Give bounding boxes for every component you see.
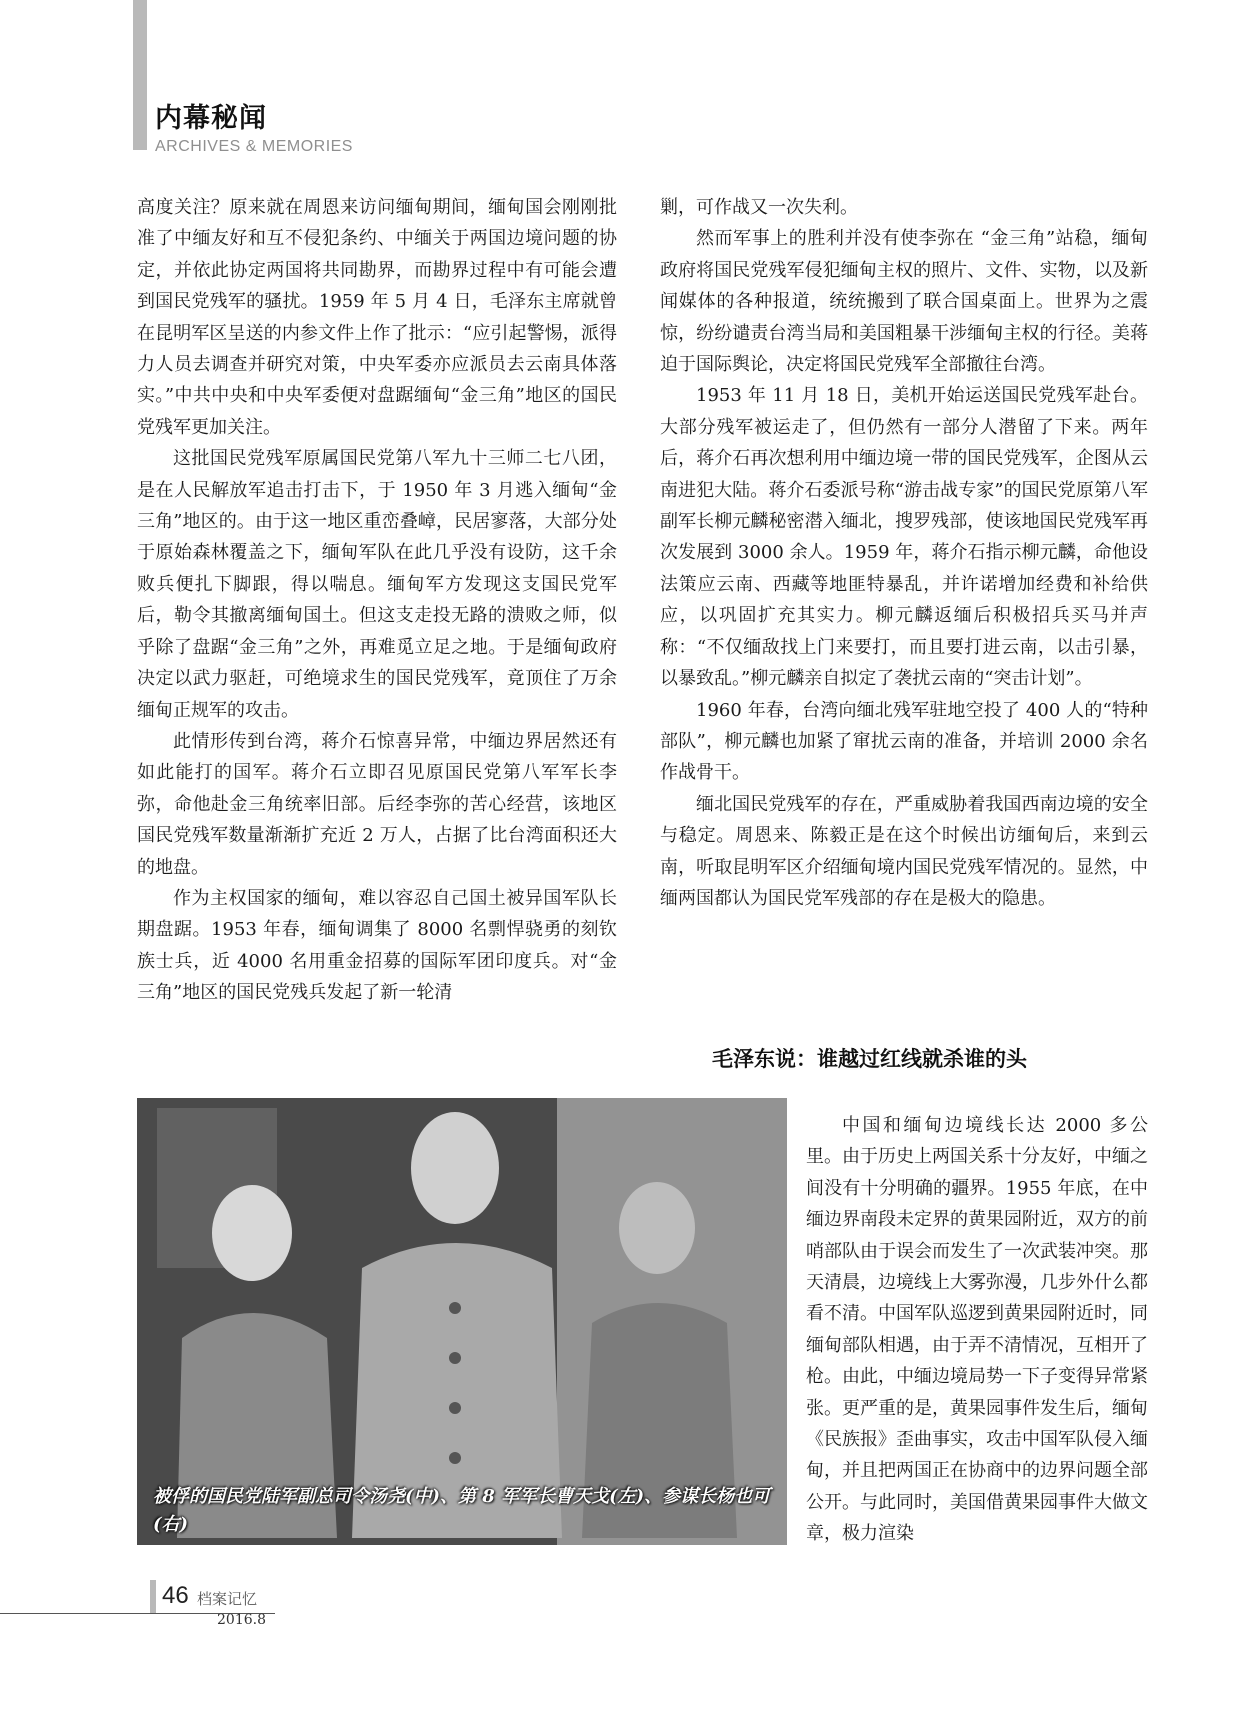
- paragraph: 高度关注？原来就在周恩来访问缅甸期间，缅甸国会刚刚批准了中缅友好和互不侵犯条约、中缅关于两国边境问题的协定，并依此协定两国将共同勘界，而勘界过程中有可能会遭到国民党残军的骚扰。1959 年 5 月 4 日，毛泽东主席就曾在昆明军区呈送的内参文件上作了批示：“应引起警惕，派得力人员去调查并研究对策，中央军委亦应派员去云南具体落实。”中共中央和中央军委便对盘踞缅甸“金三角”地区的国民党残军更加关注。: [137, 197, 617, 438]
- paragraph: 此情形传到台湾，蒋介石惊喜异常，中缅边界居然还有如此能打的国军。蒋介石立即召见原国民党第八军军长李弥，命他赴金三角统率旧部。后经李弥的苦心经营，该地区国民党残军数量渐渐扩充近 2 万人，占据了比台湾面积还大的地盘。: [137, 730, 617, 878]
- historical-photo: [137, 1098, 787, 1545]
- section-subtitle: ARCHIVES & MEMORIES: [155, 138, 353, 155]
- header-accent-bar: [133, 0, 147, 150]
- page-number: 46: [162, 1582, 189, 1609]
- right-column: [660, 192, 1148, 1032]
- photo-illustration: [137, 1098, 787, 1545]
- footer-accent-bar: [150, 1580, 156, 1614]
- paragraph: 作为主权国家的缅甸，难以容忍自己国土被异国军队长期盘踞。1953 年春，缅甸调集了 8000 名剽悍骁勇的刻钦族士兵，近 4000 名用重金招募的国际军团印度兵。对“金三角”地区的国民党残兵发起了新一轮清: [137, 887, 617, 1004]
- paragraph: 缅北国民党残军的存在，严重威胁着我国西南边境的安全与稳定。周恩来、陈毅正是在这个时候出访缅甸后，来到云南，听取昆明军区介绍缅甸境内国民党残军情况的。显然，中缅两国都认为国民党军残部的存在是极大的隐患。: [660, 793, 1148, 909]
- left-column: [137, 192, 617, 1087]
- section-title: 内幕秘闻: [155, 103, 267, 134]
- section-subheading: 毛泽东说：谁越过红线就杀谁的头: [712, 1047, 1027, 1071]
- issue-date: 2016.8: [217, 1612, 266, 1628]
- paragraph: 1953 年 11 月 18 日，美机开始运送国民党残军赴台。大部分残军被运走了，但仍然有一部分人潜留了下来。两年后，蒋介石再次想利用中缅边境一带的国民党残军，企图从云南进犯大陆。蒋介石委派号称“游击战专家”的国民党原第八军副军长柳元麟秘密潜入缅北，搜罗残部，使该地国民党残军再次发展到 3000 余人。1959 年，蒋介石指示柳元麟，命他设法策应云南、西藏等地匪特暴乱，并许诺增加经费和补给供应，以巩固扩充其实力。柳元麟返缅后积极招兵买马并声称：“不仅缅敌找上门来要打，而且要打进云南，以击引暴，以暴致乱。”柳元麟亲自拟定了袭扰云南的“突击计划”。: [660, 385, 1148, 690]
- paragraph: 1960 年春，台湾向缅北残军驻地空投了 400 人的“特种部队”，柳元麟也加紧了窜扰云南的准备，并培训 2000 余名作战骨干。: [660, 699, 1148, 784]
- paragraph: 中国和缅甸边境线长达 2000 多公里。由于历史上两国关系十分友好，中缅之间没有十分明确的疆界。1955 年底，在中缅边界南段未定界的黄果园附近，双方的前哨部队由于误会而发生了一次武装冲突。那天清晨，边境线上大雾弥漫，几步外什么都看不清。中国军队巡逻到黄果园附近时，同缅甸部队相遇，由于弄不清情况，互相开了枪。由此，中缅边境局势一下子变得异常紧张。更严重的是，黄果园事件发生后，缅甸《民族报》歪曲事实，攻击中国军队侵入缅甸，并且把两国正在协商中的边界问题全部公开。与此同时，美国借黄果园事件大做文章，极力渲染: [806, 1115, 1148, 1545]
- paragraph: 然而军事上的胜利并没有使李弥在 “金三角”站稳，缅甸政府将国民党残军侵犯缅甸主权的照片、文件、实物，以及新闻媒体的各种报道，统统搬到了联合国桌面上。世界为之震惊，纷纷谴责台湾当局和美国粗暴干涉缅甸主权的行径。美蒋迫于国际舆论，决定将国民党残军全部撤往台湾。: [660, 228, 1148, 376]
- bottom-right-column: [806, 1110, 1148, 1550]
- photo-caption: 被俘的国民党陆军副总司令汤尧(中)、第 8 军军长曹天戈(左)、参谋长杨也可(右): [153, 1486, 771, 1535]
- paragraph: 剿，可作战又一次失利。: [660, 197, 858, 218]
- paragraph: 这批国民党残军原属国民党第八军九十三师二七八团，是在人民解放军追击打击下，于 1950 年 3 月逃入缅甸“金三角”地区的。由于这一地区重峦叠嶂，民居寥落，大部分处于原始森林覆盖之下，缅甸军队在此几乎没有设防，这千余败兵便扎下脚跟，得以喘息。缅甸军方发现这支国民党军后，勒令其撤离缅甸国土。但这支走投无路的溃败之师，似乎除了盘踞“金三角”之外，再难觅立足之地。于是缅甸政府决定以武力驱赶，可绝境求生的国民党残军，竟顶住了万余缅甸正规军的攻击。: [137, 448, 617, 721]
- magazine-name: 档案记忆: [197, 1590, 258, 1608]
